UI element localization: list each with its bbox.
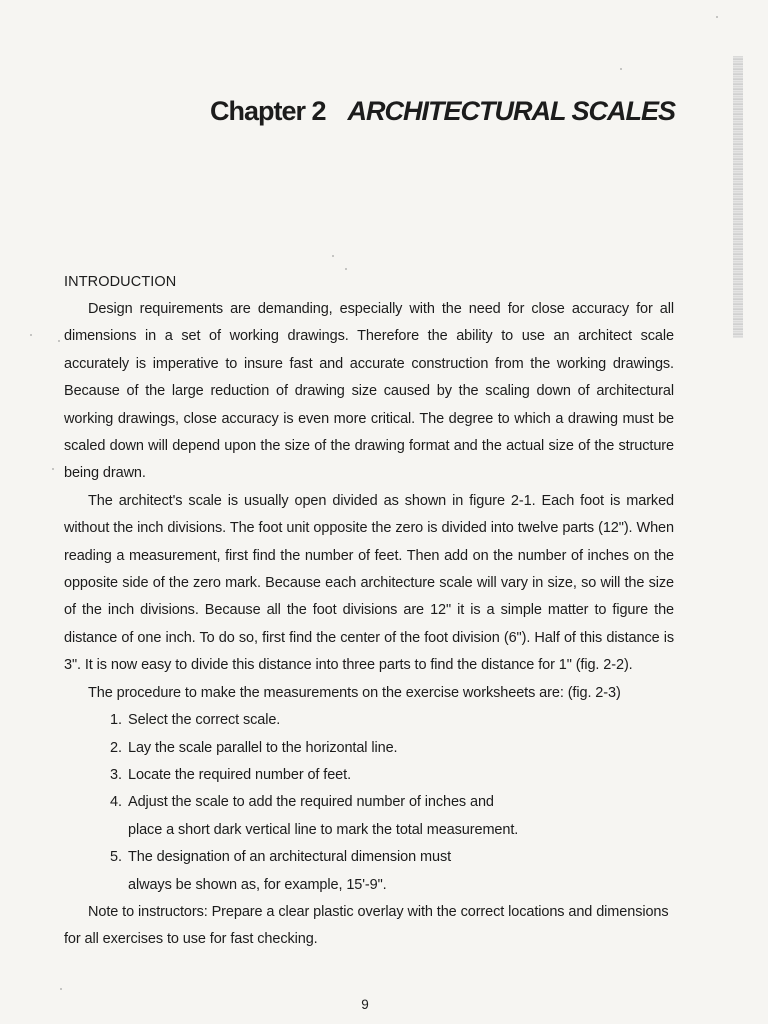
paragraph-scale: The architect's scale is usually open divided as shown in figure 2-1. Each foot is marked without the inch divisions. The foot unit opposite the zero is divided into twelve parts (12"). When reading a measurement, first find the number of feet. Then add on the number of inches on the opposite side of the zero mark. Because each architecture scale will vary in size, so will the size of the inch divisions. Because all the foot divisions are 12" it is a simple matter to figure the distance of one inch. To do so, first find the center of the foot division (6"). Half of this distance is 3". It is now easy to divide this distance into three parts to find the distance for 1" (fig. 2-2). [64,492,674,674]
paragraph-intro: Design requirements are demanding, especially with the need for close accuracy for all dimensions in a set of working drawings. Therefore the ability to use an architect scale accurately is imperative to insure fast and accurate construction from the working drawings. Because of the large reduction of drawing size caused by the scaling down of architectural working drawings, close accuracy is even more critical. The degree to which a drawing must be scaled down will depend upon the size of the drawing format and the actual size of the structure being drawn. [64,301,674,482]
scan-edge-strip [733,56,743,338]
list-item: 4. Adjust the scale to add the required number of inches and place a short dark vertical line to mark the total measurement. [110,794,519,838]
scan-speck [620,68,622,70]
instructor-note: Note to instructors: Prepare a clear plastic overlay with the correct locations and dimensions for all exercises to use for fast checking. [64,903,669,948]
procedure-steps [64,707,674,899]
list-item: 1. Select the correct scale. [110,712,281,729]
scan-speck [52,468,54,470]
list-item: 5. The designation of an architectural dimension must always be shown as, for example, 15'-9". [110,849,452,893]
chapter-label: Chapter 2 [210,96,326,127]
chapter-name: ARCHITECTURAL SCALES [347,96,676,127]
scan-speck [30,334,32,336]
scan-speck [716,16,718,18]
scan-speck [332,255,334,257]
body-text [64,296,674,954]
page-number: 9 [361,997,369,1012]
chapter-title [210,94,690,128]
scan-speck [345,268,347,270]
paragraph-procedure: The procedure to make the measurements on the exercise worksheets are: (fig. 2-3) [88,684,621,701]
scan-speck [58,340,60,342]
scan-speck [60,988,62,990]
list-item: 2. Lay the scale parallel to the horizontal line. [110,739,398,756]
section-heading: INTRODUCTION [64,274,177,290]
list-item: 3. Locate the required number of feet. [110,766,352,783]
